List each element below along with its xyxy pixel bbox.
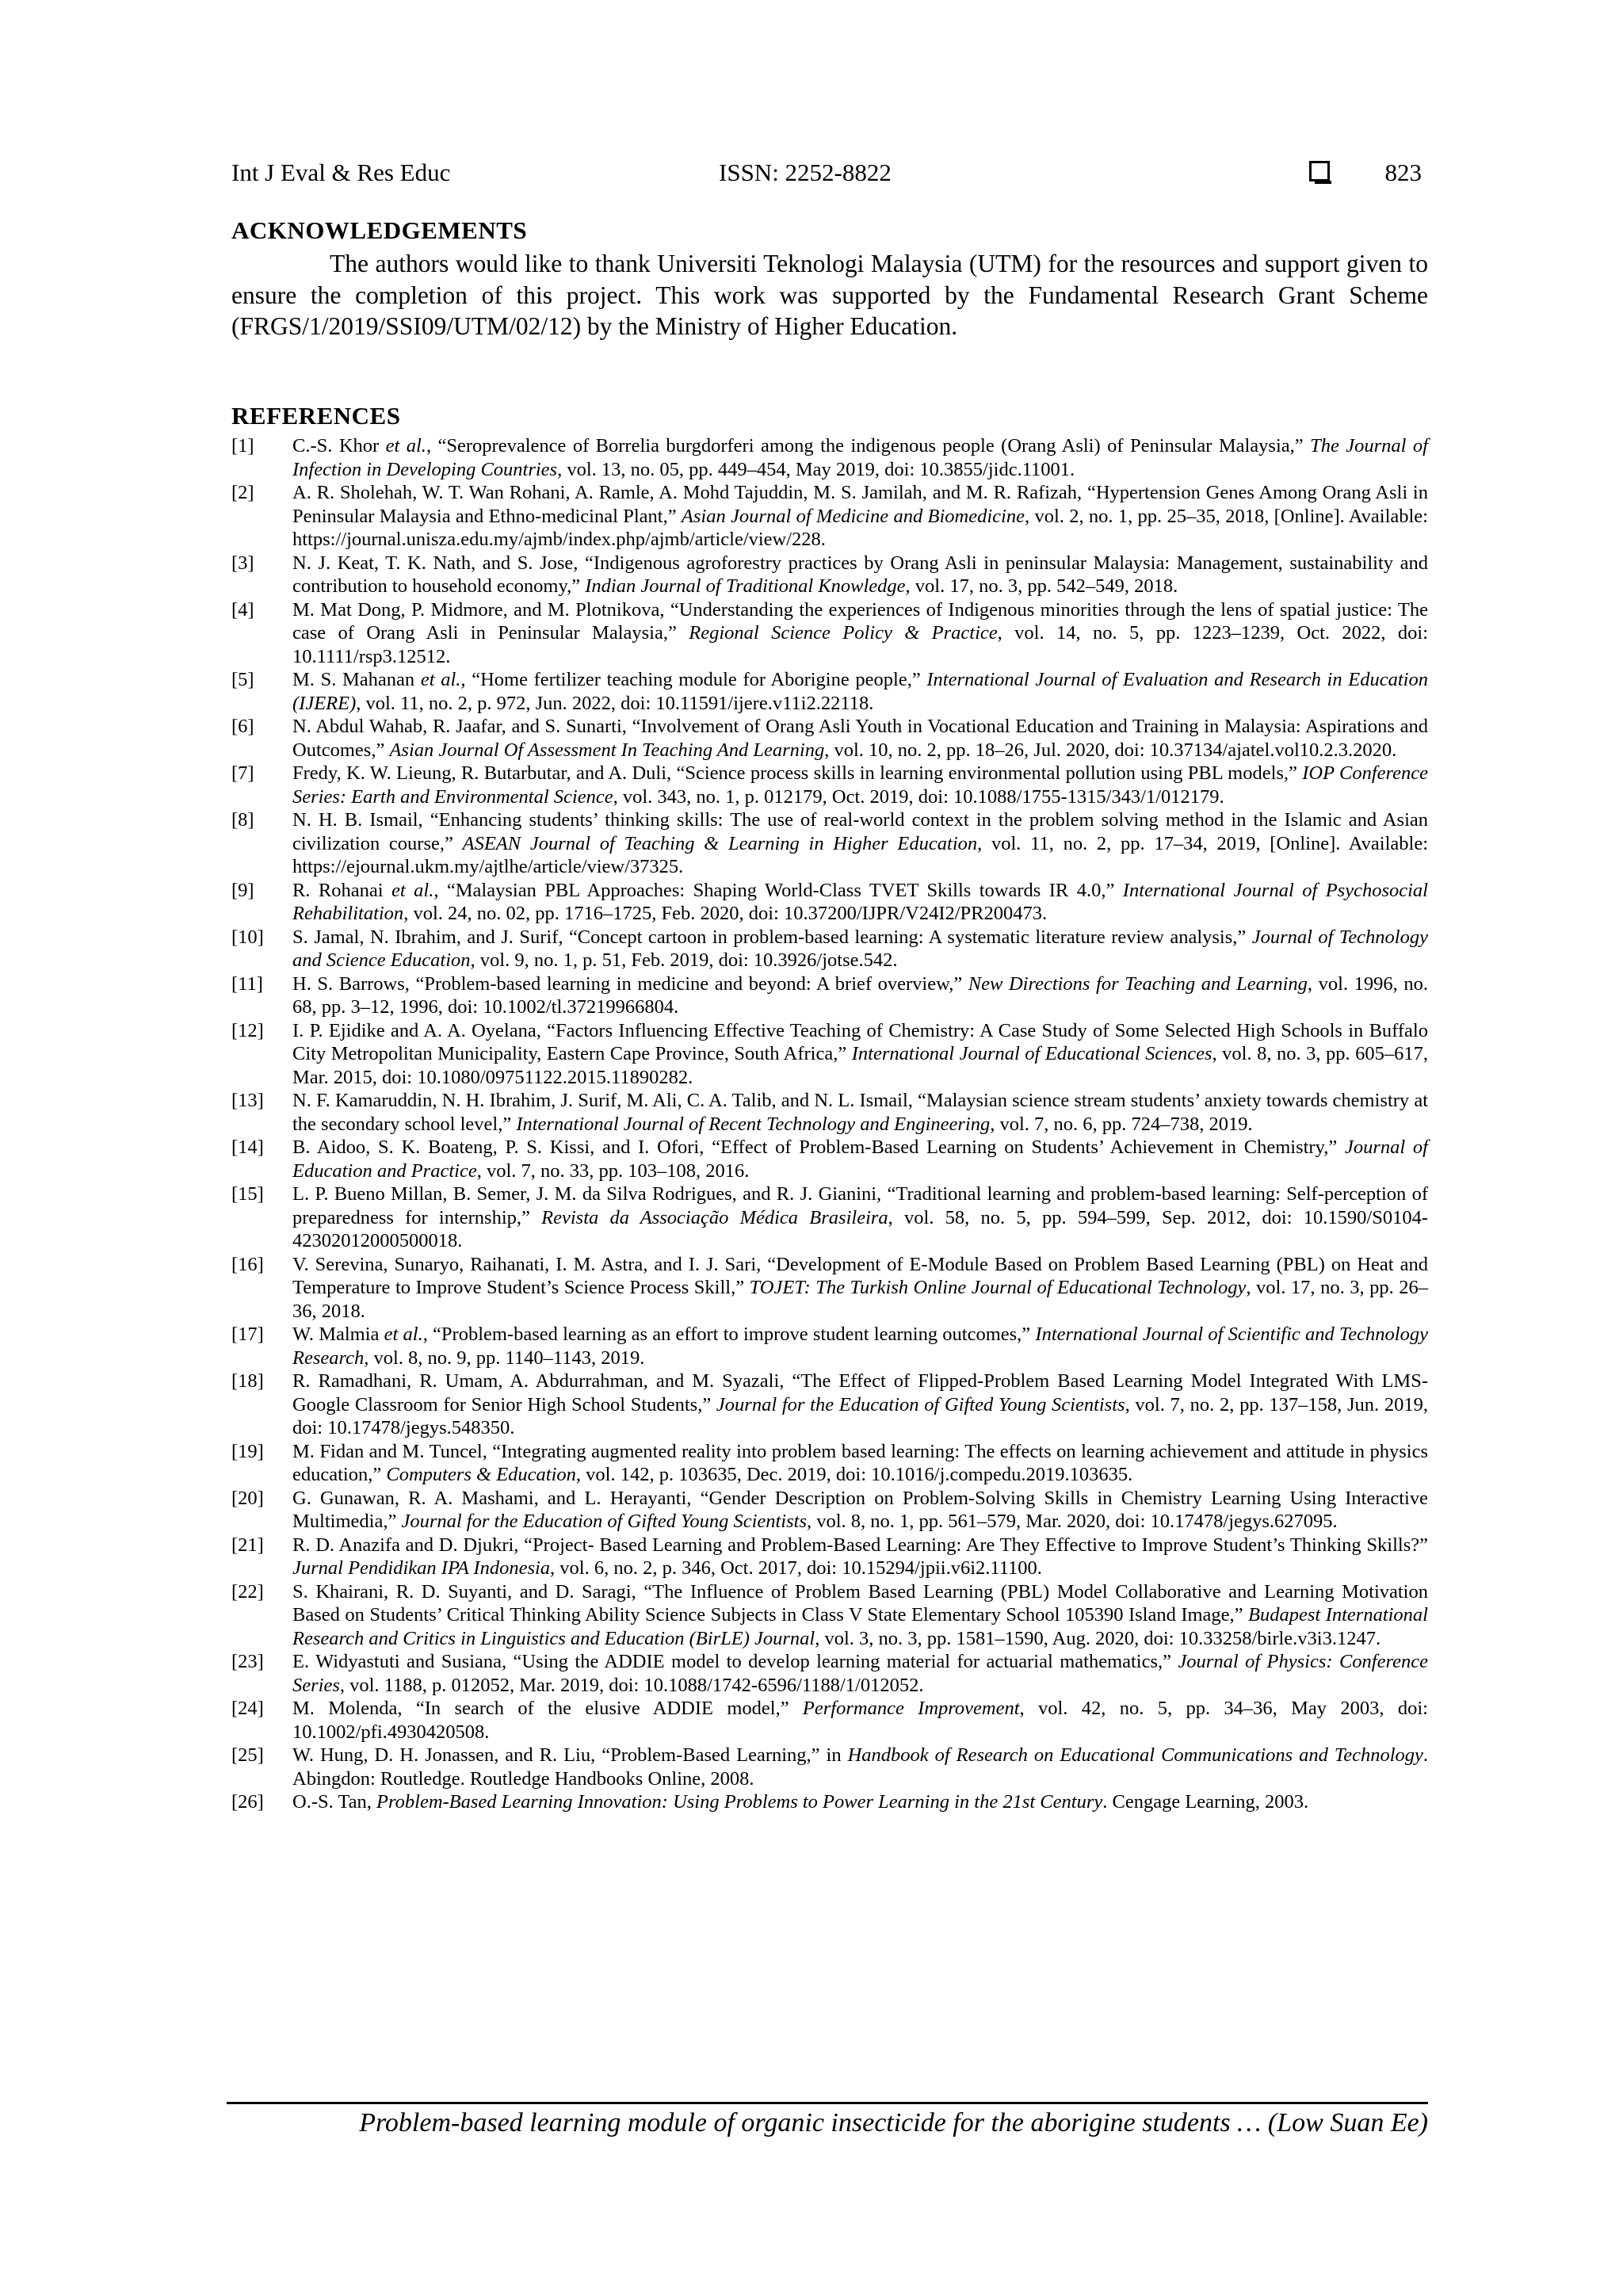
reference-number: [23] — [231, 1651, 264, 1672]
reference-text: , vol. 9, no. 1, p. 51, Feb. 2019, doi: 10.3926/jotse.542. — [470, 949, 898, 971]
reference-number: [12] — [231, 1019, 264, 1041]
reference-text: N. Abdul Wahab, R. Jaafar, and S. Sunarti, “Involvement of Orang Asli Youth in Vocational Education and Training in Malaysia: Aspirations and Outcomes,” — [292, 716, 1428, 761]
reference-venue: Journal for the Education of Gifted Young Scientists — [401, 1511, 807, 1532]
reference-venue: Budapest International Research and Critics in Linguistics and Education (BirLE) Journal — [292, 1604, 1428, 1649]
reference-item — [231, 1580, 1428, 1651]
reference-item — [231, 1790, 1428, 1814]
reference-text: , vol. 24, no. 02, pp. 1716–1725, Feb. 2020, doi: 10.37200/IJPR/V24I2/PR200473. — [403, 903, 1048, 924]
reference-number: [6] — [231, 716, 254, 737]
reference-text: M. Mat Dong, P. Midmore, and M. Plotnikova, “Understanding the experiences of Indigenous minorities through the lens of spatial justice: The case of Orang Asli in Peninsular Malaysia,” — [292, 598, 1428, 644]
reference-text: , vol. 17, no. 3, pp. 542–549, 2018. — [905, 575, 1178, 597]
running-footer: Problem-based learning module of organic insecticide for the aborigine students … (Low Suan Ee) — [359, 2108, 1428, 2137]
reference-text: G. Gunawan, R. A. Mashami, and L. Herayanti, “Gender Description on Problem-Solving Skills in Chemistry Learning Using Interactive Multimedia,” — [292, 1487, 1428, 1532]
reference-venue: Jurnal Pendidikan IPA Indonesia — [292, 1557, 551, 1579]
reference-item — [231, 1089, 1428, 1136]
reference-item — [231, 552, 1428, 598]
reference-list — [231, 434, 1428, 1814]
reference-item — [231, 598, 1428, 669]
journal-abbreviation: Int J Eval & Res Educ — [231, 159, 451, 186]
reference-number: [10] — [231, 926, 264, 948]
reference-venue: Indian Journal of Traditional Knowledge — [585, 575, 906, 597]
reference-number: [11] — [231, 972, 263, 995]
reference-text: , vol. 14, no. 5, pp. 1223–1239, Oct. 2022, doi: 10.1111/rsp3.12512. — [292, 622, 1429, 667]
reference-venue: Performance Improvement — [802, 1698, 1020, 1719]
reference-et-al: et al. — [385, 435, 426, 457]
reference-number: [3] — [231, 552, 254, 574]
reference-text: , vol. 17, no. 3, pp. 26–36, 2018. — [292, 1277, 1428, 1322]
reference-text: , vol. 11, no. 2, pp. 17–34, 2019, [Online]. Available: https://ejournal.ukm.my/ajtlhe/article/view/37325. — [292, 832, 1429, 877]
reference-item — [231, 434, 1428, 481]
reference-number: [24] — [231, 1698, 264, 1719]
reference-text: I. P. Ejidike and A. A. Oyelana, “Factors Influencing Effective Teaching of Chemistry: A Case Study of Some Selected High Schools in Buffalo City Metropolitan Municipality, Eastern Cape Province, South Africa,” — [292, 1019, 1428, 1064]
reference-item — [231, 481, 1428, 552]
reference-venue: Asian Journal Of Assessment In Teaching And Learning — [389, 739, 825, 761]
reference-text: M. S. Mahanan — [292, 669, 421, 690]
reference-venue: Regional Science Policy & Practice — [689, 622, 998, 644]
reference-item — [231, 1182, 1428, 1253]
reference-item — [231, 715, 1428, 762]
references-heading: REFERENCES — [231, 402, 401, 430]
reference-item — [231, 668, 1428, 715]
reference-venue: International Journal of Evaluation and Research in Education (IJERE) — [292, 669, 1428, 714]
reference-number: [15] — [231, 1183, 264, 1205]
reference-item — [231, 1440, 1428, 1487]
reference-text: V. Serevina, Sunaryo, Raihanati, I. M. Astra, and I. J. Sari, “Development of E-Module Based on Problem Based Learning (PBL) on Heat and Temperature to Improve Student’s Science Process Skill,” — [292, 1253, 1428, 1298]
acknowledgements-text: The authors would like to thank Universiti Teknologi Malaysia (UTM) for the resources and support given to ensure the completion of this project. This work was supported by the Fundamental Research Grant Scheme (FRGS/1/2019/SSI09/UTM/02/12) by the Ministry of Higher Education. — [231, 250, 1428, 340]
reference-venue: Asian Journal of Medicine and Biomedicine — [681, 505, 1025, 527]
reference-venue: International Journal of Recent Technology and Engineering — [516, 1113, 991, 1135]
reference-item — [231, 808, 1428, 879]
reference-item — [231, 1744, 1428, 1790]
reference-item — [231, 926, 1428, 972]
reference-number: [21] — [231, 1534, 264, 1556]
reference-et-al: et al. — [420, 669, 461, 690]
reference-text: M. Fidan and M. Tuncel, “Integrating augmented reality into problem based learning: The effects on learning achievement and attitude in physics education,” — [292, 1440, 1428, 1485]
reference-number: [14] — [231, 1137, 264, 1158]
reference-et-al: et al. — [391, 879, 434, 901]
reference-item — [231, 1370, 1428, 1440]
reference-text: R. Rohanai — [292, 879, 392, 901]
page-header — [231, 156, 1428, 189]
reference-venue: New Directions for Teaching and Learning — [968, 972, 1308, 995]
reference-text: B. Aidoo, S. K. Boateng, P. S. Kissi, and I. Ofori, “Effect of Problem-Based Learning on Students’ Achievement in Chemistry,” — [292, 1137, 1345, 1158]
reference-venue: Journal for the Education of Gifted Young Scientists — [716, 1393, 1125, 1415]
reference-text: L. P. Bueno Millan, B. Semer, J. M. da Silva Rodrigues, and R. J. Gianini, “Traditional learning and problem-based learning: Self-perception of preparedness for internship,” — [292, 1183, 1428, 1228]
square-icon — [1309, 161, 1330, 181]
reference-text: M. Molenda, “In search of the elusive ADDIE model,” — [292, 1698, 803, 1719]
reference-text: , vol. 1996, no. 68, pp. 3–12, 1996, doi: 10.1002/tl.37219966804. — [292, 972, 1428, 1018]
reference-text: W. Malmia — [292, 1324, 384, 1345]
reference-text: S. Jamal, N. Ibrahim, and J. Surif, “Concept cartoon in problem-based learning: A systematic literature review analysis,” — [292, 926, 1252, 948]
reference-text: , vol. 3, no. 3, pp. 1581–1590, Aug. 2020, doi: 10.33258/birle.v3i3.1247. — [815, 1627, 1381, 1649]
reference-number: [2] — [231, 482, 254, 503]
reference-venue: IOP Conference Series: Earth and Environmental Science — [292, 762, 1428, 808]
reference-venue: International Journal of Educational Sciences — [851, 1043, 1212, 1064]
reference-text: , vol. 6, no. 2, p. 346, Oct. 2017, doi: 10.15294/jpii.v6i2.11100. — [550, 1557, 1042, 1579]
reference-number: [19] — [231, 1440, 264, 1462]
reference-item — [231, 762, 1428, 808]
reference-text: Fredy, K. W. Lieung, R. Butarbutar, and A. Duli, “Science process skills in learning environmental pollution using PBL models,” — [292, 762, 1303, 784]
reference-text: , vol. 1188, p. 012052, Mar. 2019, doi: 10.1088/1742-6596/1188/1/012052. — [339, 1674, 924, 1696]
reference-text: R. Ramadhani, R. Umam, A. Abdurrahman, and M. Syazali, “The Effect of Flipped-Problem Based Learning Model Integrated With LMS-Google Classroom for Senior High School Students,” — [292, 1370, 1428, 1415]
reference-text: . Cengage Learning, 2003. — [1102, 1791, 1309, 1813]
reference-text: , vol. 2, no. 1, pp. 25–35, 2018, [Online]. Available: https://journal.unisza.edu.my/ajmb/index.php/ajmb/article/view/228. — [292, 505, 1428, 550]
reference-item — [231, 972, 1428, 1019]
reference-text: N. H. B. Ismail, “Enhancing students’ thinking skills: The use of real-world context in the problem solving method in the Islamic and Asian civilization course,” — [292, 809, 1428, 854]
reference-text: , “Malaysian PBL Approaches: Shaping World-Class TVET Skills towards IR 4.0,” — [433, 879, 1123, 901]
reference-venue: TOJET: The Turkish Online Journal of Educational Technology — [749, 1277, 1247, 1298]
reference-number: [18] — [231, 1370, 264, 1392]
reference-text: , vol. 7, no. 6, pp. 724–738, 2019. — [990, 1113, 1253, 1135]
reference-text: , vol. 10, no. 2, pp. 18–26, Jul. 2020, doi: 10.37134/ajatel.vol10.2.3.2020. — [824, 739, 1397, 761]
reference-venue: The Journal of Infection in Developing Countries — [292, 435, 1428, 480]
reference-text: , vol. 8, no. 9, pp. 1140–1143, 2019. — [364, 1347, 645, 1369]
reference-text: , vol. 8, no. 1, pp. 561–579, Mar. 2020, doi: 10.17478/jegys.627095. — [807, 1511, 1338, 1532]
reference-number: [5] — [231, 669, 254, 690]
reference-venue: International Journal of Psychosocial Rehabilitation — [292, 879, 1428, 924]
reference-text: , vol. 13, no. 05, pp. 449–454, May 2019, doi: 10.3855/jidc.11001. — [557, 458, 1075, 480]
reference-text: , vol. 42, no. 5, pp. 34–36, May 2003, doi: 10.1002/pfi.4930420508. — [292, 1698, 1428, 1743]
reference-venue: Handbook of Research on Educational Communications and Technology — [847, 1744, 1423, 1766]
reference-text: , “Seroprevalence of Borrelia burgdorferi among the indigenous people (Orang Asli) of Peninsular Malaysia,” — [426, 435, 1311, 457]
reference-venue: International Journal of Scientific and Technology Research — [292, 1324, 1428, 1369]
reference-text: N. J. Keat, T. K. Nath, and S. Jose, “Indigenous agroforestry practices by Orang Asli in peninsular Malaysia: Management, sustainability and contribution to household economy,” — [292, 552, 1428, 597]
reference-text: S. Khairani, R. D. Suyanti, and D. Saragi, “The Influence of Problem Based Learning (PBL) Model Collaborative and Learning Motivation Based on Students’ Critical Thinking Ability Science Subjects in Class V State Elementary School 105390 Island Image,” — [292, 1580, 1428, 1626]
reference-text: , vol. 7, no. 33, pp. 103–108, 2016. — [476, 1159, 750, 1182]
reference-text: O.-S. Tan, — [292, 1791, 377, 1813]
reference-venue: ASEAN Journal of Teaching & Learning in Higher Education — [462, 832, 978, 854]
reference-text: C.-S. Khor — [292, 435, 386, 457]
reference-text: W. Hung, D. H. Jonassen, and R. Liu, “Problem-Based Learning,” in — [292, 1744, 848, 1766]
reference-venue: Revista da Associação Médica Brasileira — [541, 1206, 888, 1228]
reference-item — [231, 1487, 1428, 1534]
reference-item — [231, 1253, 1428, 1324]
reference-text: , “Home fertilizer teaching module for Aborigine people,” — [460, 669, 927, 690]
reference-item — [231, 1650, 1428, 1697]
page-number: 823 — [1384, 159, 1422, 186]
reference-number: [7] — [231, 762, 254, 784]
reference-text: R. D. Anazifa and D. Djukri, “Project- Based Learning and Problem-Based Learning: Are They Effective to Improve Student’s Thinking Skills?” — [292, 1534, 1428, 1556]
acknowledgements-heading: ACKNOWLEDGEMENTS — [231, 216, 528, 244]
reference-item — [231, 1136, 1428, 1182]
reference-text: N. F. Kamaruddin, N. H. Ibrahim, J. Surif, M. Ali, C. A. Talib, and N. L. Ismail, “Malaysian science stream students’ anxiety towards chemistry at the secondary school level,” — [292, 1090, 1428, 1135]
reference-number: [26] — [231, 1791, 264, 1813]
reference-venue: Journal of Technology and Science Education — [292, 926, 1428, 971]
reference-venue: Problem-Based Learning Innovation: Using Problems to Power Learning in the 21st Century — [376, 1791, 1103, 1813]
reference-et-al: et al. — [384, 1324, 423, 1345]
reference-text: , vol. 7, no. 2, pp. 137–158, Jun. 2019, doi: 10.17478/jegys.548350. — [292, 1393, 1428, 1438]
reference-text: . Abingdon: Routledge. Routledge Handbooks Online, 2008. — [292, 1744, 1429, 1790]
reference-item — [231, 1697, 1428, 1744]
reference-venue: Computers & Education — [386, 1464, 576, 1485]
reference-text: , vol. 11, no. 2, p. 972, Jun. 2022, doi: 10.11591/ijere.v11i2.22118. — [356, 692, 874, 714]
reference-text: , vol. 8, no. 3, pp. 605–617, Mar. 2015, doi: 10.1080/09751122.2015.11890282. — [292, 1043, 1429, 1088]
reference-item — [231, 1534, 1428, 1580]
reference-item — [231, 879, 1428, 926]
reference-item — [231, 1323, 1428, 1370]
reference-number: [16] — [231, 1253, 264, 1275]
reference-item — [231, 1019, 1428, 1090]
reference-text: E. Widyastuti and Susiana, “Using the ADDIE model to develop learning material for actuarial mathematics,” — [292, 1651, 1178, 1672]
reference-text: , vol. 142, p. 103635, Dec. 2019, doi: 10.1016/j.compedu.2019.103635. — [575, 1464, 1133, 1485]
reference-number: [20] — [231, 1487, 264, 1509]
issn: ISSN: 2252-8822 — [719, 159, 892, 186]
reference-text: , vol. 58, no. 5, pp. 594–599, Sep. 2012, doi: 10.1590/S0104-42302012000500018. — [292, 1206, 1428, 1251]
reference-number: [25] — [231, 1744, 264, 1766]
reference-text: H. S. Barrows, “Problem-based learning in medicine and beyond: A brief overview,” — [292, 972, 968, 995]
reference-text: A. R. Sholehah, W. T. Wan Rohani, A. Ramle, A. Mohd Tajuddin, M. S. Jamilah, and M. R. Rafizah, “Hypertension Genes Among Orang Asli in Peninsular Malaysia and Ethno-medicinal Plant,” — [292, 482, 1428, 527]
reference-venue: Journal of Education and Practice — [292, 1137, 1428, 1182]
reference-number: [9] — [231, 879, 254, 901]
reference-number: [1] — [231, 435, 254, 457]
reference-venue: Journal of Physics: Conference Series — [292, 1651, 1428, 1696]
reference-number: [22] — [231, 1580, 264, 1603]
reference-text: , “Problem-based learning as an effort to improve student learning outcomes,” — [422, 1324, 1036, 1345]
reference-text: , vol. 343, no. 1, p. 012179, Oct. 2019, doi: 10.1088/1755-1315/343/1/012179. — [613, 785, 1224, 808]
reference-number: [4] — [231, 598, 254, 621]
footer-rule — [227, 2102, 1428, 2104]
reference-number: [8] — [231, 809, 254, 831]
reference-number: [13] — [231, 1090, 264, 1111]
reference-number: [17] — [231, 1324, 264, 1345]
